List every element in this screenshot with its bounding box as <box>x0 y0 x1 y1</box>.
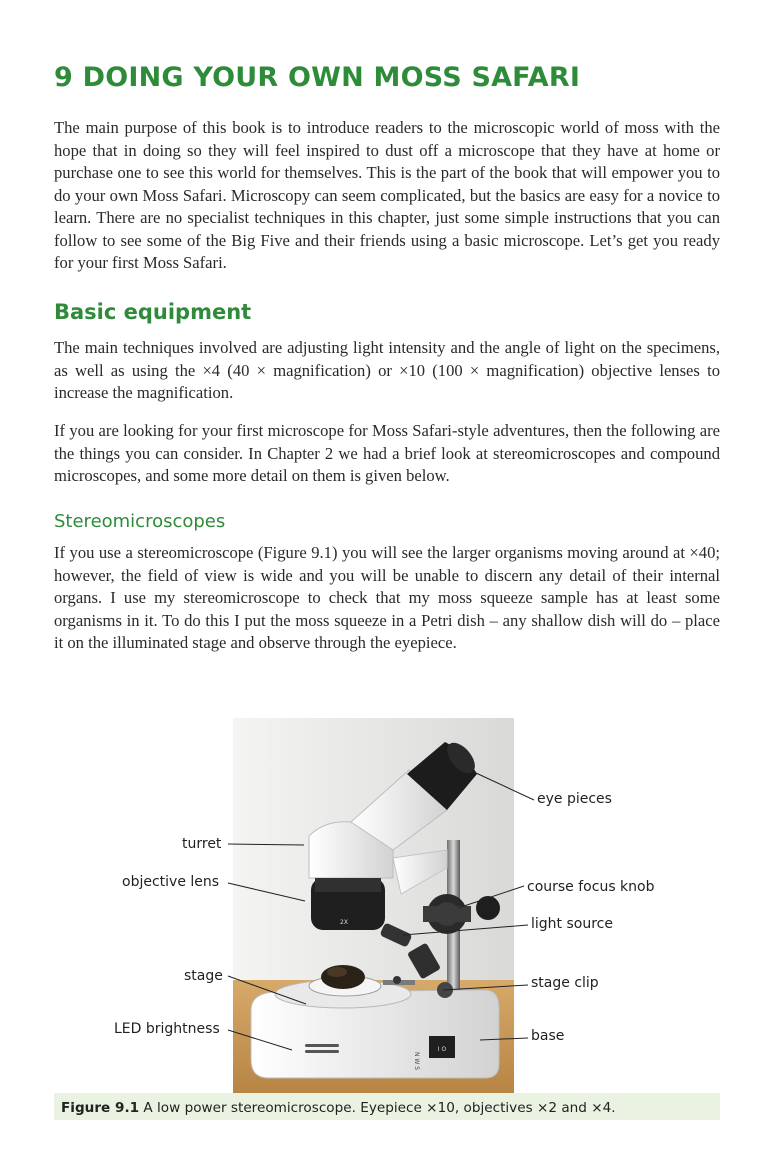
figure-caption <box>61 1100 616 1116</box>
label-eye-pieces: eye pieces <box>537 791 612 807</box>
intro-paragraph: The main purpose of this book is to introduce readers to the microscopic world of moss with the hope that in doing so they will feel inspired to dust off a microscope that they have at home or purchase one to see this world for themselves. This is the part of the book that will empower you to do your own Moss Safari. Microscopy can seem complicated, but the basics are easy for a novice to learn. There are no specialist techniques in this chapter, just some simple instructions that you can follow to see some of the Big Five and their friends using a basic microscope. Let’s get you ready for your first Moss Safari. <box>54 118 720 272</box>
leader-led-brightness <box>228 1030 292 1050</box>
label-course-focus-knob: course focus knob <box>527 879 655 895</box>
label-objective-lens: objective lens <box>122 874 220 890</box>
label-light-source: light source <box>531 916 613 932</box>
leader-light-source <box>403 925 528 935</box>
leader-eye-pieces <box>476 773 534 800</box>
leader-base <box>480 1038 528 1040</box>
subsection-heading-stereomicroscopes: Stereomicroscopes <box>54 511 226 532</box>
label-stage-clip: stage clip <box>531 975 599 991</box>
figure-caption-label: Figure 9.1 <box>61 1100 140 1116</box>
figure-caption-text: A low power stereomicroscope. Eyepiece ×10, objectives ×2 and ×4. <box>139 1100 616 1116</box>
label-base: base <box>531 1028 565 1044</box>
switch-symbol: I O <box>437 1046 447 1053</box>
leader-turret <box>228 844 304 845</box>
objective-marking: 2X <box>340 919 348 926</box>
label-led-brightness: LED brightness <box>114 1021 220 1037</box>
label-stage: stage <box>184 968 223 984</box>
leader-course-focus-knob <box>458 886 524 908</box>
section-heading-basic-equipment: Basic equipment <box>54 300 252 324</box>
basic-equipment-paragraph-2: If you are looking for your first microscope for Moss Safari-style adventures, then the following are the things you can consider. In Chapter 2 we had a brief look at stereomicroscopes and compound microscopes, and some more detail on them is given below. <box>54 421 720 485</box>
label-turret: turret <box>182 836 222 852</box>
leader-stage-clip <box>443 985 528 990</box>
leader-objective-lens <box>228 883 305 901</box>
stereomicroscopes-paragraph: If you use a stereomicroscope (Figure 9.1) you will see the larger organisms moving around at ×40; however, the field of view is wide and you will be unable to discern any detail of their internal organs. I use my stereomicroscope to check that my moss squeeze sample has at least some organisms in it. To do this I put the moss squeeze in a Petri dish – any shallow dish will do – place it on the illuminated stage and observe through the eyepiece. <box>54 543 720 652</box>
chapter-title: 9 DOING YOUR OWN MOSS SAFARI <box>54 62 581 93</box>
basic-equipment-paragraph-1: The main techniques involved are adjusting light intensity and the angle of light on the specimens, as well as using the ×4 (40 × magnification) or ×10 (100 × magnification) objective lenses to increase the magnification. <box>54 338 720 402</box>
leader-stage <box>228 976 306 1004</box>
switch-marking: N W S <box>413 1052 420 1071</box>
